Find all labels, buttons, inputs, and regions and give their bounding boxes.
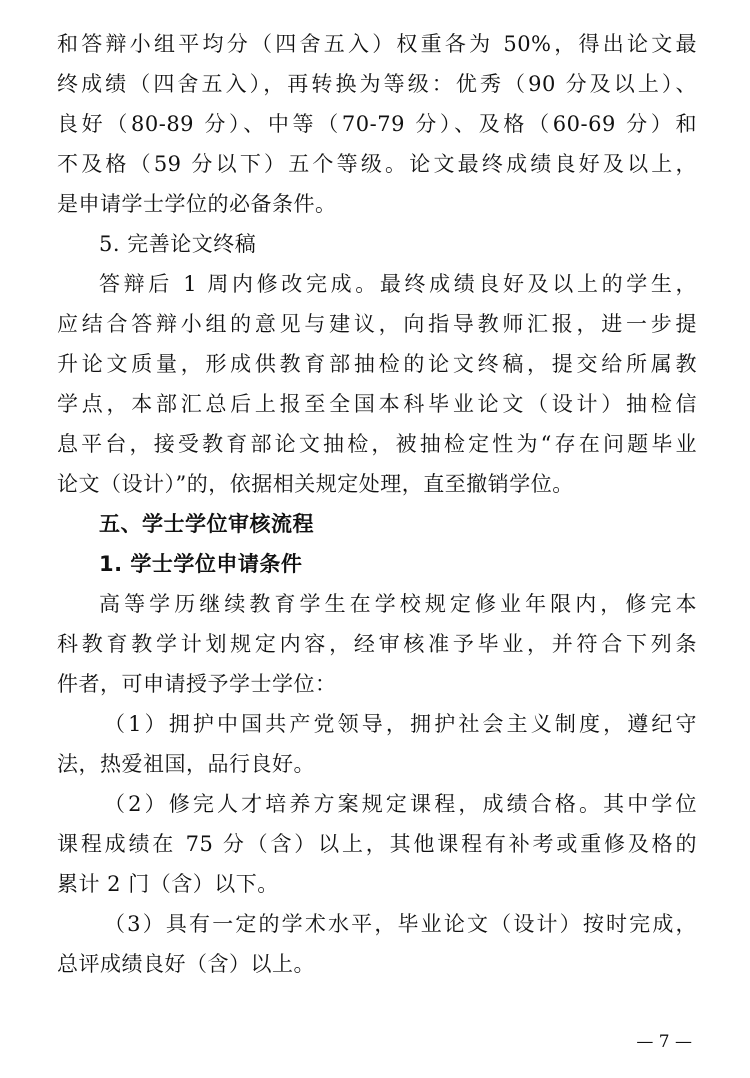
body-line-15: 高等学历继续教育学生在学校规定修业年限内，修完本 — [99, 592, 697, 616]
body-line-9: 升论文质量，形成供教育部抽检的论文终稿，提交给所属教 — [57, 352, 697, 376]
condition-3-line-2: 总评成绩良好（含）以上。 — [57, 952, 315, 976]
condition-3-line-1: （3）具有一定的学术水平，毕业论文（设计）按时完成， — [104, 912, 697, 936]
subheading-degree-conditions: 1. 学士学位申请条件 — [99, 552, 303, 576]
body-line-3: 良好（80-89 分）、中等（70-79 分）、及格（60-69 分）和 — [57, 112, 697, 136]
page-number: — 7 — — [636, 1032, 692, 1052]
body-line-4: 不及格（59 分以下）五个等级。论文最终成绩良好及以上， — [57, 152, 697, 176]
subheading-finalize-thesis: 5. 完善论文终稿 — [99, 232, 257, 256]
body-line-12: 论文（设计）”的，依据相关规定处理，直至撤销学位。 — [57, 472, 574, 496]
body-line-17: 件者，可申请授予学士学位： — [57, 672, 337, 696]
body-line-5: 是申请学士学位的必备条件。 — [57, 192, 337, 216]
body-line-10: 学点，本部汇总后上报至全国本科毕业论文（设计）抽检信 — [57, 392, 697, 416]
condition-2-line-3: 累计 2 门（含）以下。 — [57, 872, 279, 896]
section-heading-degree-review: 五、学士学位审核流程 — [99, 512, 314, 536]
body-line-2: 终成绩（四舍五入），再转换为等级：优秀（90 分及以上）、 — [57, 72, 697, 96]
condition-2-line-2: 课程成绩在 75 分（含）以上，其他课程有补考或重修及格的 — [57, 832, 697, 856]
condition-2-line-1: （2）修完人才培养方案规定课程，成绩合格。其中学位 — [104, 792, 697, 816]
condition-1-line-2: 法，热爱祖国，品行良好。 — [57, 752, 315, 776]
body-line-8: 应结合答辩小组的意见与建议，向指导教师汇报，进一步提 — [57, 312, 697, 336]
condition-1-line-1: （1）拥护中国共产党领导，拥护社会主义制度，遵纪守 — [104, 712, 697, 736]
body-line-7: 答辩后 1 周内修改完成。最终成绩良好及以上的学生， — [99, 272, 697, 296]
body-line-16: 科教育教学计划规定内容，经审核准予毕业，并符合下列条 — [57, 632, 697, 656]
body-line-1: 和答辩小组平均分（四舍五入）权重各为 50%，得出论文最 — [57, 32, 697, 56]
body-line-11: 息平台，接受教育部论文抽检，被抽检定性为“存在问题毕业 — [57, 432, 697, 456]
